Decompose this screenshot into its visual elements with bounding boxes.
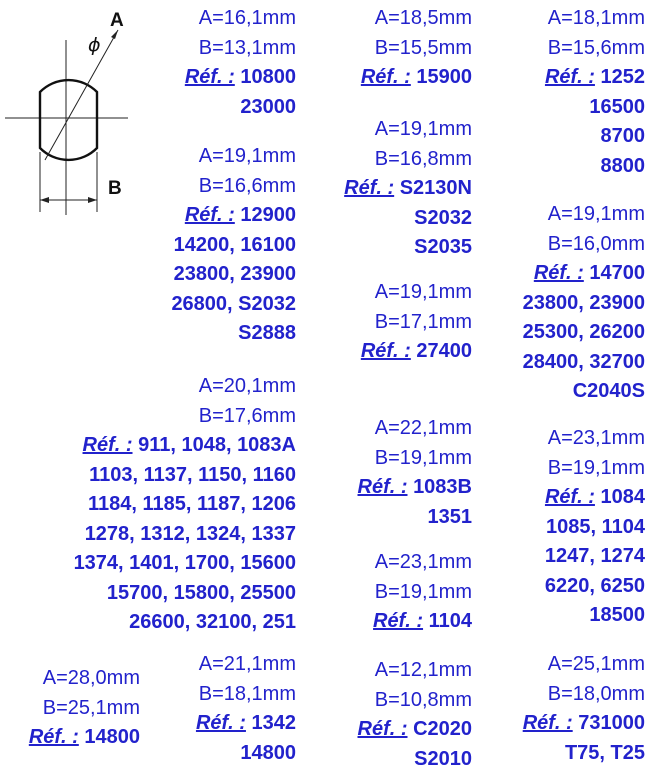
dimension-a: A=23,1mm bbox=[547, 427, 645, 449]
dimension-a: A=19,1mm bbox=[374, 281, 472, 303]
reference-line bbox=[545, 542, 645, 572]
reference-label: Réf. : bbox=[184, 66, 235, 88]
reference-line bbox=[74, 490, 296, 520]
reference-label: Réf. : bbox=[184, 204, 235, 226]
key-blank-entry bbox=[523, 200, 645, 407]
key-blank-entry bbox=[171, 142, 296, 349]
key-blank-entry bbox=[361, 4, 472, 93]
label-b: B bbox=[108, 178, 122, 199]
dimension-b: B=16,0mm bbox=[547, 232, 645, 255]
dimension-a: A=25,1mm bbox=[547, 653, 645, 675]
dimension-b: B=16,6mm bbox=[198, 174, 296, 197]
reference-line bbox=[185, 93, 296, 123]
reference-numbers: 15700, 15800, 25500 bbox=[106, 581, 296, 604]
key-blank-entry bbox=[74, 372, 296, 638]
key-blank-entry bbox=[545, 424, 645, 631]
label-a: A bbox=[110, 10, 124, 31]
reference-line bbox=[344, 233, 472, 263]
reference-numbers: 15900 bbox=[416, 66, 472, 88]
reference-line bbox=[523, 377, 645, 407]
dimension-b: B=18,0mm bbox=[547, 682, 645, 705]
reference-numbers: 14800 bbox=[240, 741, 296, 764]
reference-line-first bbox=[523, 259, 645, 289]
reference-numbers: S2035 bbox=[414, 236, 472, 258]
reference-line bbox=[545, 152, 645, 182]
reference-numbers: 14800 bbox=[84, 726, 140, 748]
reference-numbers: 14700 bbox=[589, 262, 645, 284]
reference-line-first bbox=[171, 201, 296, 231]
dimension-b: B=16,8mm bbox=[374, 147, 472, 170]
dimension-b: B=18,1mm bbox=[198, 682, 296, 705]
reference-label: Réf. : bbox=[357, 476, 408, 498]
reference-line-first bbox=[361, 337, 472, 367]
reference-line bbox=[74, 608, 296, 638]
key-blank-entry bbox=[358, 656, 473, 774]
reference-line bbox=[545, 93, 645, 123]
reference-numbers: 12900 bbox=[240, 204, 296, 226]
reference-numbers: 18500 bbox=[589, 604, 645, 626]
reference-numbers: 1247, 1274 bbox=[544, 545, 645, 567]
reference-line bbox=[171, 260, 296, 290]
reference-numbers: S2032 bbox=[414, 206, 472, 229]
reference-line bbox=[358, 503, 473, 533]
key-profile-drawing bbox=[0, 0, 130, 220]
reference-line bbox=[523, 318, 645, 348]
dimension-b: B=13,1mm bbox=[198, 36, 296, 59]
reference-line-first bbox=[29, 723, 140, 753]
key-blank-entry bbox=[373, 548, 472, 637]
reference-numbers: 14200, 16100 bbox=[173, 233, 296, 256]
key-profile-diagram bbox=[0, 0, 130, 220]
dimension-a: A=19,1mm bbox=[547, 203, 645, 225]
dimension-b: B=19,1mm bbox=[374, 446, 472, 469]
reference-line bbox=[358, 745, 473, 775]
dimension-a: A=16,1mm bbox=[198, 7, 296, 29]
key-blank-entry bbox=[185, 4, 296, 122]
reference-label: Réf. : bbox=[522, 712, 573, 734]
reference-line-first bbox=[358, 715, 473, 745]
reference-label: Réf. : bbox=[344, 177, 395, 199]
reference-numbers: 1104 bbox=[428, 610, 472, 632]
dimension-b: B=15,5mm bbox=[374, 36, 472, 59]
dimension-a: A=19,1mm bbox=[374, 118, 472, 140]
key-blank-entry bbox=[29, 664, 140, 753]
reference-numbers: 10800 bbox=[240, 66, 296, 88]
reference-numbers: 28400, 32700 bbox=[522, 350, 645, 373]
reference-numbers: T75, T25 bbox=[564, 741, 645, 764]
reference-line-first bbox=[74, 431, 296, 461]
reference-numbers: 1252 bbox=[600, 66, 645, 88]
reference-line bbox=[74, 549, 296, 579]
reference-line bbox=[196, 739, 296, 769]
reference-numbers: 8700 bbox=[600, 125, 645, 147]
dimension-a: A=12,1mm bbox=[374, 659, 472, 681]
key-blank-entry bbox=[196, 650, 296, 768]
dimension-a: A=28,0mm bbox=[42, 667, 140, 689]
reference-line bbox=[171, 319, 296, 349]
reference-numbers: 1278, 1312, 1324, 1337 bbox=[84, 522, 296, 545]
reference-numbers: S2888 bbox=[238, 322, 296, 344]
reference-line-first bbox=[196, 709, 296, 739]
reference-numbers: C2040S bbox=[572, 380, 645, 402]
reference-numbers: C2020 bbox=[413, 718, 472, 740]
key-blank-entry bbox=[545, 4, 645, 181]
reference-numbers: 23000 bbox=[240, 95, 296, 118]
reference-numbers: 1351 bbox=[427, 505, 472, 528]
reference-line-first bbox=[545, 483, 645, 513]
reference-label: Réf. : bbox=[360, 340, 411, 362]
reference-label: Réf. : bbox=[373, 610, 424, 632]
reference-numbers: 911, 1048, 1083A bbox=[138, 434, 296, 456]
dimension-b: B=19,1mm bbox=[374, 580, 472, 603]
reference-numbers: 1103, 1137, 1150, 1160 bbox=[89, 463, 296, 486]
dimension-b: B=15,6mm bbox=[547, 36, 645, 59]
reference-line-first bbox=[185, 63, 296, 93]
reference-numbers: 25300, 26200 bbox=[522, 321, 645, 343]
reference-line-first bbox=[358, 473, 473, 503]
reference-line-first bbox=[545, 63, 645, 93]
reference-line bbox=[545, 601, 645, 631]
reference-numbers: 1342 bbox=[251, 712, 296, 734]
dimension-a: A=18,5mm bbox=[374, 7, 472, 29]
reference-numbers: 1184, 1185, 1187, 1206 bbox=[88, 493, 296, 515]
dimension-a: A=22,1mm bbox=[374, 417, 472, 439]
reference-label: Réf. : bbox=[544, 66, 595, 88]
reference-label: Réf. : bbox=[533, 262, 584, 284]
dimension-b: B=10,8mm bbox=[374, 688, 472, 711]
reference-numbers: 6220, 6250 bbox=[544, 574, 645, 597]
reference-label: Réf. : bbox=[357, 718, 408, 740]
reference-numbers: 23800, 23900 bbox=[173, 263, 296, 285]
reference-label: Réf. : bbox=[195, 712, 246, 734]
reference-line bbox=[74, 461, 296, 491]
reference-line-first bbox=[361, 63, 472, 93]
reference-line-first bbox=[373, 607, 472, 637]
reference-numbers: 26800, S2032 bbox=[171, 292, 296, 315]
reference-line bbox=[545, 513, 645, 543]
dimension-b: B=17,1mm bbox=[374, 310, 472, 333]
reference-numbers: 16500 bbox=[589, 95, 645, 118]
dimension-a: A=20,1mm bbox=[198, 375, 296, 397]
reference-line bbox=[545, 122, 645, 152]
reference-line bbox=[523, 289, 645, 319]
reference-label: Réf. : bbox=[360, 66, 411, 88]
diameter-symbol: ϕ bbox=[88, 34, 101, 56]
reference-line bbox=[74, 579, 296, 609]
reference-numbers: 23800, 23900 bbox=[522, 291, 645, 314]
reference-numbers: 1374, 1401, 1700, 15600 bbox=[73, 552, 296, 574]
reference-numbers: 731000 bbox=[578, 712, 645, 734]
reference-line bbox=[344, 204, 472, 234]
key-blank-entry bbox=[358, 414, 473, 532]
reference-numbers: 8800 bbox=[600, 154, 645, 177]
reference-numbers: 26600, 32100, 251 bbox=[129, 611, 296, 633]
reference-numbers: S2010 bbox=[414, 747, 472, 770]
dimension-a: A=19,1mm bbox=[198, 145, 296, 167]
dimension-a: A=21,1mm bbox=[198, 653, 296, 675]
reference-numbers: S2130N bbox=[399, 177, 472, 199]
reference-line-first bbox=[523, 709, 645, 739]
reference-line bbox=[545, 572, 645, 602]
key-blank-entry bbox=[523, 650, 645, 768]
reference-numbers: 27400 bbox=[416, 340, 472, 362]
key-blank-entry bbox=[361, 278, 472, 367]
dimension-b: B=25,1mm bbox=[42, 696, 140, 719]
dimension-a: A=18,1mm bbox=[547, 7, 645, 29]
reference-label: Réf. : bbox=[82, 434, 133, 456]
reference-line bbox=[74, 520, 296, 550]
reference-line-first bbox=[344, 174, 472, 204]
reference-label: Réf. : bbox=[544, 486, 595, 508]
reference-line bbox=[523, 348, 645, 378]
reference-line bbox=[171, 231, 296, 261]
reference-label: Réf. : bbox=[28, 726, 79, 748]
reference-numbers: 1083B bbox=[413, 476, 472, 498]
dimension-b: B=17,6mm bbox=[198, 404, 296, 427]
reference-numbers: 1085, 1104 bbox=[546, 515, 645, 538]
reference-line bbox=[523, 739, 645, 769]
reference-numbers: 1084 bbox=[600, 486, 645, 508]
reference-line bbox=[171, 290, 296, 320]
dimension-b: B=19,1mm bbox=[547, 456, 645, 479]
key-blank-entry bbox=[344, 115, 472, 263]
dimension-a: A=23,1mm bbox=[374, 551, 472, 573]
